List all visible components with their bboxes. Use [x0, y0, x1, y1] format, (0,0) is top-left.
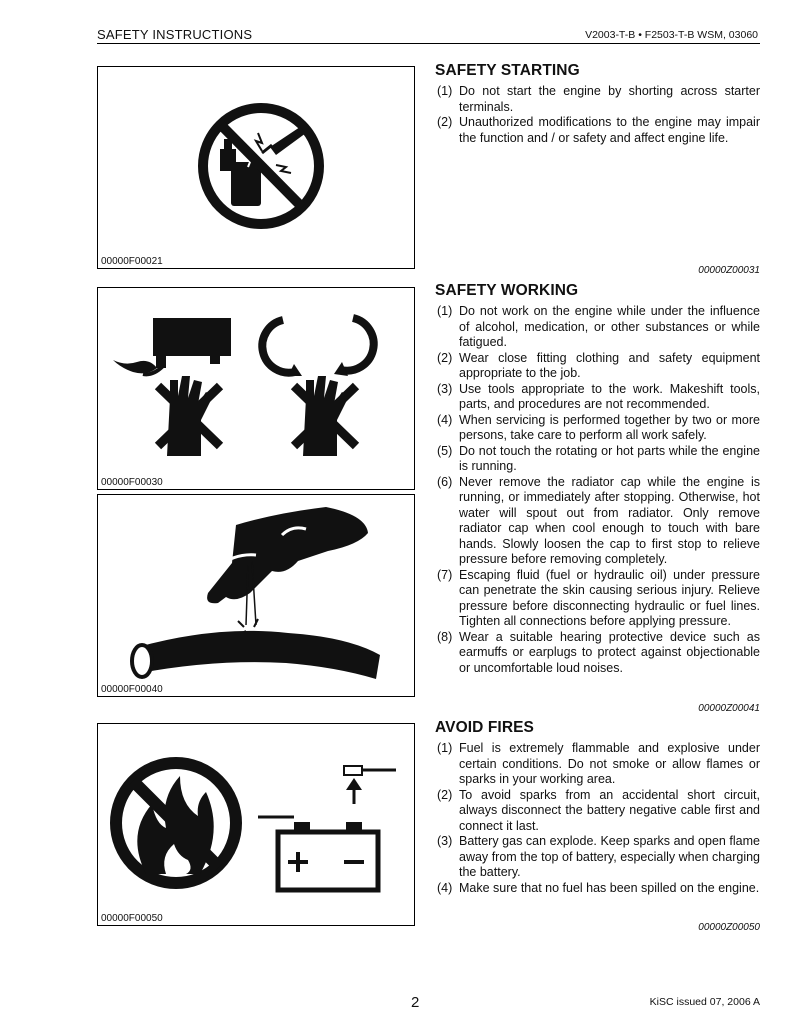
item-text: Wear close fitting clothing and safety equipment appropriate to the job.: [459, 350, 760, 380]
figure-code: 00000F00030: [101, 477, 163, 488]
item-text: When servicing is performed together by two or more persons, take care to perform all work safely.: [459, 412, 760, 442]
list-item: [435, 475, 760, 568]
section-title: SAFETY STARTING: [435, 62, 580, 79]
figure-code: 00000F00040: [101, 684, 163, 695]
item-text: Battery gas can explode. Keep sparks and open flame away from the top of battery, especially when charging the battery.: [459, 834, 760, 879]
header-title: SAFETY INSTRUCTIONS: [97, 27, 253, 42]
item-number: (7): [437, 567, 453, 582]
list-item: [435, 444, 760, 475]
list-item: [435, 881, 760, 897]
item-number: (6): [437, 474, 453, 489]
figure-code: 00000F00050: [101, 913, 163, 924]
item-number: (3): [437, 834, 453, 848]
item-number: (4): [437, 880, 453, 895]
item-text: Never remove the radiator cap while the engine is running, or immediately after stopping. Otherwise, hot water will spout out from radiator. Only remove radiator cap when cool enough to touch with bare hands. Slowly loosen the cap to first stop to relieve pressure before removing completely.: [459, 474, 760, 566]
item-text: Do not work on the engine while under the influence of alcohol, medication, or other substances or while fatigued.: [459, 304, 760, 349]
figure-code: 00000F00021: [101, 256, 163, 267]
item-text: Escaping fluid (fuel or hydraulic oil) under pressure can penetrate the skin causing serious injury. Relieve pressure before disconnecting hydraulic or fuel lines. Tighten all connections before applying pressure.: [459, 567, 760, 628]
item-number: (5): [437, 443, 453, 458]
section-avoid-fires: [435, 719, 760, 896]
item-number: (4): [437, 412, 453, 427]
list-item: [435, 304, 760, 351]
list-item: [435, 84, 760, 115]
list-item: [435, 115, 760, 146]
item-text: Unauthorized modifications to the engine may impair the function and / or safety and affect engine life.: [459, 115, 760, 145]
list-item: [435, 413, 760, 444]
list-item: [435, 351, 760, 382]
header-divider: [97, 43, 760, 44]
section-safety-working: [435, 282, 760, 676]
page-number: 2: [411, 994, 420, 1011]
section-title: SAFETY WORKING: [435, 282, 579, 299]
list-item: [435, 630, 760, 677]
figure-pressure-fluid: [97, 494, 415, 697]
reference-code: 00000Z00050: [698, 922, 760, 933]
item-number: (1): [437, 84, 453, 98]
list-item: [435, 788, 760, 835]
no-shorting-starter-icon: [98, 67, 414, 268]
item-text: Fuel is extremely flammable and explosive under certain conditions. Do not smoke or allow flames or sparks in your working area.: [459, 741, 760, 786]
header-doc-ref: V2003-T-B • F2503-T-B WSM, 03060: [585, 29, 758, 41]
list-item: [435, 382, 760, 413]
item-text: Do not start the engine by shorting across starter terminals.: [459, 84, 760, 114]
section-safety-starting: [435, 62, 760, 146]
item-text: Wear a suitable hearing protective device such as earmuffs or earplugs to protect against objectionable or uncomfortable loud noises.: [459, 629, 760, 675]
item-number: (1): [437, 304, 453, 318]
item-number: (1): [437, 741, 453, 755]
item-text: Use tools appropriate to the work. Makeshift tools, parts, and procedures are not recommended.: [459, 381, 760, 411]
list-item: [435, 834, 760, 881]
item-number: (3): [437, 381, 453, 396]
no-fire-battery-icon: [98, 724, 414, 925]
item-number: (8): [437, 629, 453, 644]
item-text: Make sure that no fuel has been spilled on the engine.: [459, 880, 760, 895]
item-number: (2): [437, 350, 453, 365]
section-title: AVOID FIRES: [435, 719, 534, 736]
reference-code: 00000Z00031: [698, 265, 760, 276]
figure-avoid-fires: [97, 723, 415, 926]
pressure-fluid-injury-icon: [98, 495, 414, 696]
item-text: Do not touch the rotating or hot parts while the engine is running.: [459, 443, 760, 473]
list-item: [435, 568, 760, 630]
figure-safety-starting: [97, 66, 415, 269]
item-number: (2): [437, 115, 453, 129]
item-text: To avoid sparks from an accidental short circuit, always disconnect the battery negative cable first and connect it last.: [459, 787, 760, 833]
issue-note: KiSC issued 07, 2006 A: [649, 996, 760, 1008]
reference-code: 00000Z00041: [698, 703, 760, 714]
rotating-parts-caution-icon: [98, 288, 414, 489]
list-item: [435, 741, 760, 788]
figure-safety-working: [97, 287, 415, 490]
item-number: (2): [437, 787, 453, 802]
